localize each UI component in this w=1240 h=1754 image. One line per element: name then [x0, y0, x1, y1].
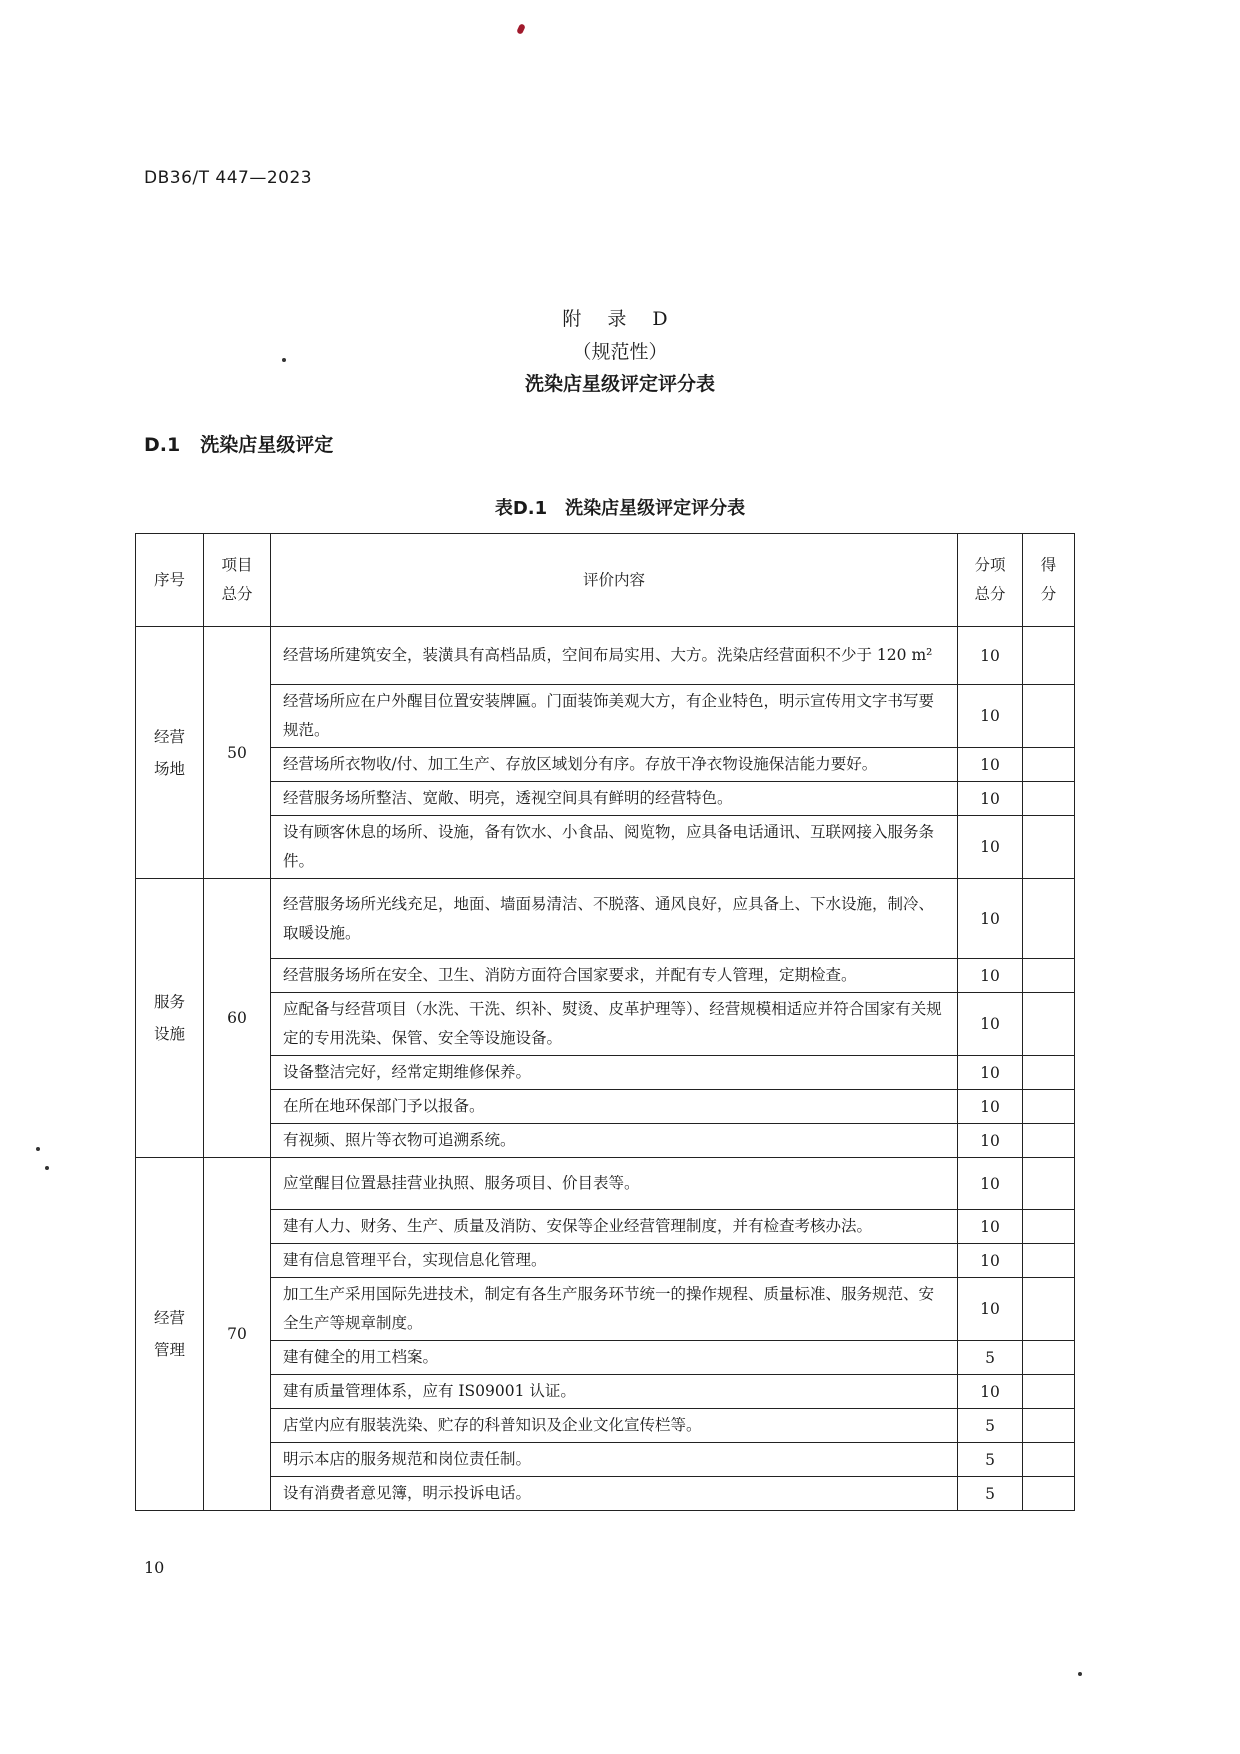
category-cell: 服务 设施: [136, 879, 204, 1158]
table-row: [136, 816, 1075, 879]
sub-total-cell: 10: [958, 959, 1023, 993]
sub-total-cell: 10: [958, 1278, 1023, 1341]
speck: [45, 1166, 49, 1170]
criterion-text: 应堂醒目位置悬挂营业执照、服务项目、价目表等。: [271, 1158, 958, 1210]
section-heading: [144, 430, 333, 457]
table-row: [136, 685, 1075, 748]
score-input-cell[interactable]: [1023, 816, 1075, 879]
score-input-cell[interactable]: [1023, 1443, 1075, 1477]
criterion-text: 加工生产采用国际先进技术，制定有各生产服务环节统一的操作规程、质量标准、服务规范、安全生产等规章制度。: [271, 1278, 958, 1341]
score-input-cell[interactable]: [1023, 782, 1075, 816]
table-row: [136, 879, 1075, 959]
header-score: 得 分: [1023, 534, 1075, 627]
item-total-cell: 50: [204, 627, 271, 879]
criterion-text: 建有信息管理平台，实现信息化管理。: [271, 1244, 958, 1278]
table-row: [136, 1210, 1075, 1244]
appendix-label: 附 录 D: [562, 308, 678, 330]
score-input-cell[interactable]: [1023, 1409, 1075, 1443]
score-input-cell[interactable]: [1023, 685, 1075, 748]
speck: [1078, 1672, 1082, 1676]
score-input-cell[interactable]: [1023, 1278, 1075, 1341]
table-row: [136, 1409, 1075, 1443]
criterion-text: 店堂内应有服装洗染、贮存的科普知识及企业文化宣传栏等。: [271, 1409, 958, 1443]
table-row: [136, 1244, 1075, 1278]
sub-total-cell: 5: [958, 1477, 1023, 1511]
sub-total-cell: 10: [958, 748, 1023, 782]
score-input-cell[interactable]: [1023, 1210, 1075, 1244]
sub-total-cell: 10: [958, 1056, 1023, 1090]
table-row: [136, 1477, 1075, 1511]
category-cell: 经营 管理: [136, 1158, 204, 1511]
table-title: 洗染店星级评定评分表: [565, 498, 746, 519]
sub-total-cell: 10: [958, 1158, 1023, 1210]
score-input-cell[interactable]: [1023, 1341, 1075, 1375]
sub-total-cell: 10: [958, 1244, 1023, 1278]
section-title: 洗染店星级评定: [200, 434, 334, 456]
criterion-text: 经营服务场所整洁、宽敞、明亮，透视空间具有鲜明的经营特色。: [271, 782, 958, 816]
score-input-cell[interactable]: [1023, 748, 1075, 782]
table-header-row: [136, 534, 1075, 627]
score-input-cell[interactable]: [1023, 1090, 1075, 1124]
sub-total-cell: 5: [958, 1409, 1023, 1443]
appendix-title: 洗染店星级评定评分表: [524, 373, 715, 395]
sub-total-cell: 10: [958, 993, 1023, 1056]
criterion-text: 经营服务场所在安全、卫生、消防方面符合国家要求，并配有专人管理，定期检查。: [271, 959, 958, 993]
speck: [36, 1147, 40, 1151]
item-total-cell: 60: [204, 879, 271, 1158]
table-row: [136, 1158, 1075, 1210]
table-row: [136, 1056, 1075, 1090]
table-row: [136, 1341, 1075, 1375]
header-sub-total: 分项 总分: [958, 534, 1023, 627]
criterion-text: 经营服务场所光线充足，地面、墙面易清洁、不脱落、通风良好，应具备上、下水设施，制冷、取暖设施。: [271, 879, 958, 959]
sub-total-cell: 10: [958, 685, 1023, 748]
table-row: [136, 1124, 1075, 1158]
table-row: [136, 782, 1075, 816]
criterion-text: 建有人力、财务、生产、质量及消防、安保等企业经营管理制度，并有检查考核办法。: [271, 1210, 958, 1244]
score-input-cell[interactable]: [1023, 879, 1075, 959]
score-input-cell[interactable]: [1023, 1244, 1075, 1278]
table-row: [136, 1375, 1075, 1409]
sub-total-cell: 10: [958, 627, 1023, 685]
criterion-text: 明示本店的服务规范和岗位责任制。: [271, 1443, 958, 1477]
category-cell: 经营 场地: [136, 627, 204, 879]
table-row: [136, 1278, 1075, 1341]
header-item-total: 项目 总分: [204, 534, 271, 627]
criterion-text: 设有顾客休息的场所、设施，备有饮水、小食品、阅览物，应具备电话通讯、互联网接入服务条件。: [271, 816, 958, 879]
table-row: [136, 959, 1075, 993]
sub-total-cell: 10: [958, 816, 1023, 879]
table-number: 表D.1: [494, 498, 548, 519]
sub-total-cell: 10: [958, 782, 1023, 816]
score-input-cell[interactable]: [1023, 993, 1075, 1056]
table-row: [136, 627, 1075, 685]
table-row: [136, 1090, 1075, 1124]
section-number: D.1: [144, 434, 181, 456]
sub-total-cell: 10: [958, 1124, 1023, 1158]
score-input-cell[interactable]: [1023, 1375, 1075, 1409]
table-row: [136, 1443, 1075, 1477]
rating-score-table: [135, 533, 1075, 1511]
item-total-cell: 70: [204, 1158, 271, 1511]
score-input-cell[interactable]: [1023, 1056, 1075, 1090]
sub-total-cell: 10: [958, 1375, 1023, 1409]
table-row: [136, 993, 1075, 1056]
sub-total-cell: 10: [958, 879, 1023, 959]
header-content: 评价内容: [271, 534, 958, 627]
table-caption: [0, 494, 1240, 520]
criterion-text: 设备整洁完好，经常定期维修保养。: [271, 1056, 958, 1090]
criterion-text: 应配备与经营项目（水洗、干洗、织补、熨烫、皮革护理等）、经营规模相适应并符合国家有关规定的专用洗染、保管、安全等设施设备。: [271, 993, 958, 1056]
criterion-text: 有视频、照片等衣物可追溯系统。: [271, 1124, 958, 1158]
criterion-text: 经营场所衣物收/付、加工生产、存放区域划分有序。存放干净衣物设施保洁能力要好。: [271, 748, 958, 782]
score-input-cell[interactable]: [1023, 1477, 1075, 1511]
sub-total-cell: 10: [958, 1210, 1023, 1244]
sub-total-cell: 10: [958, 1090, 1023, 1124]
red-ink-mark: [516, 23, 526, 35]
sub-total-cell: 5: [958, 1341, 1023, 1375]
appendix-normative: （规范性）: [572, 341, 668, 363]
score-input-cell[interactable]: [1023, 959, 1075, 993]
criterion-text: 设有消费者意见簿，明示投诉电话。: [271, 1477, 958, 1511]
header-seq: 序号: [136, 534, 204, 627]
score-input-cell[interactable]: [1023, 1158, 1075, 1210]
criterion-text: 建有质量管理体系，应有 IS09001 认证。: [271, 1375, 958, 1409]
document-code: DB36/T 447—2023: [144, 168, 313, 188]
criterion-text: 在所在地环保部门予以报备。: [271, 1090, 958, 1124]
criterion-text: 经营场所应在户外醒目位置安装牌匾。门面装饰美观大方，有企业特色，明示宣传用文字书写要规范。: [271, 685, 958, 748]
page-number: 10: [144, 1558, 165, 1577]
table-row: [136, 748, 1075, 782]
criterion-text: 经营场所建筑安全，装潢具有高档品质，空间布局实用、大方。洗染店经营面积不少于 120 m²: [271, 627, 958, 685]
criterion-text: 建有健全的用工档案。: [271, 1341, 958, 1375]
score-input-cell[interactable]: [1023, 627, 1075, 685]
sub-total-cell: 5: [958, 1443, 1023, 1477]
score-input-cell[interactable]: [1023, 1124, 1075, 1158]
